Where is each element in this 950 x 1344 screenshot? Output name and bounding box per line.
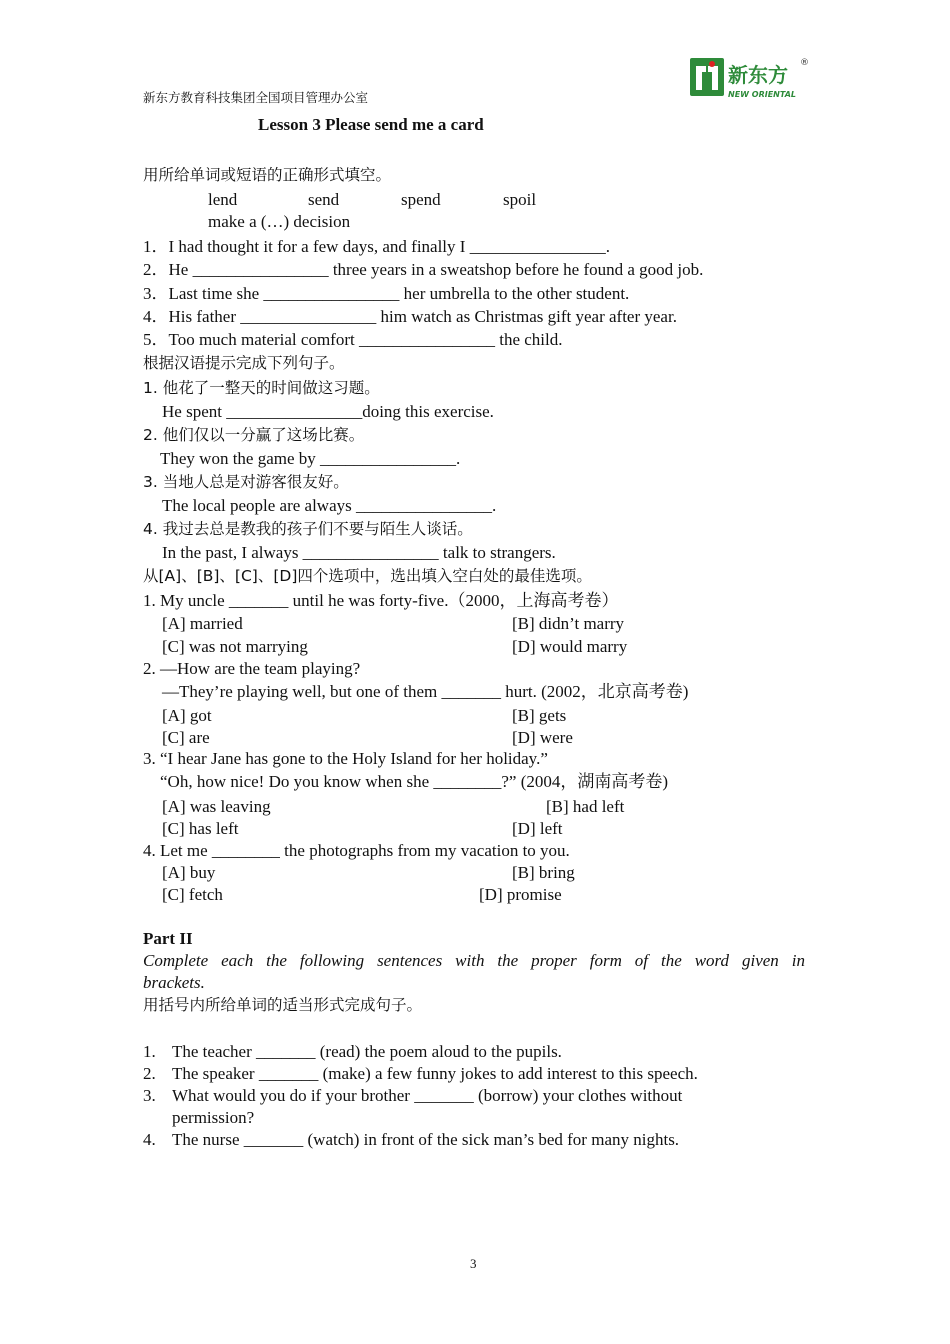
s2-item-4-cn: 4. 我过去总是教我的孩子们不要与陌生人谈话。 [143, 520, 473, 538]
p2-item-3-text: What would you do if your brother _______ (borrow) your clothes without [172, 1086, 683, 1105]
s2-item-4-en: In the past, I always ________________ talk to strangers. [162, 543, 556, 562]
s1-item-1: 1．I had thought it for a few days, and finally I ________________. [143, 237, 610, 256]
q2-option-d: [D] were [512, 728, 573, 747]
q3-stem: 3. “I hear Jane has gone to the Holy Island for her holiday.” [143, 749, 548, 768]
p2-item-1-num: 1. [143, 1042, 156, 1061]
p2-item-2-num: 2. [143, 1064, 156, 1083]
p2-item-3-num: 3. [143, 1086, 156, 1105]
p2-item-3-text-2: permission? [172, 1108, 255, 1127]
logo-chinese-text: 新东方 [728, 63, 788, 87]
q4-option-b: [B] bring [512, 863, 575, 882]
header-organization: 新东方教育科技集团全国项目管理办公室 [143, 90, 369, 105]
section2-instruction: 根据汉语提示完成下列句子。 [143, 354, 345, 372]
page-number: 3 [470, 1256, 477, 1271]
s2-item-3-en: The local people are always ________________. [162, 496, 497, 515]
p2-item-4-num: 4. [143, 1130, 156, 1149]
q4-option-a: [A] buy [162, 863, 216, 882]
s1-item-3: 3．Last time she ________________ her umbrella to the other student. [143, 284, 630, 303]
registered-mark: ® [800, 58, 809, 68]
section3-instruction: 从[A]、[B]、[C]、[D]四个选项中，选出填入空白处的最佳选项。 [143, 567, 592, 585]
word-send: send [308, 190, 340, 209]
q1-option-c: [C] was not marrying [162, 637, 308, 656]
phrase-make-decision: make a (…) decision [208, 212, 351, 231]
q2-option-b: [B] gets [512, 706, 567, 725]
p2-item-2-text: The speaker _______ (make) a few funny jokes to add interest to this speech. [172, 1064, 698, 1083]
q4-option-d: [D] promise [479, 885, 562, 904]
part2-instruction-cn: 用括号内所给单词的适当形式完成句子。 [143, 996, 423, 1014]
s2-item-3-cn: 3. 当地人总是对游客很友好。 [143, 473, 349, 491]
word-lend: lend [208, 190, 238, 209]
s1-item-5: 5．Too much material comfort ________________ the child. [143, 330, 563, 349]
q3-option-c: [C] has left [162, 819, 239, 838]
part2-instruction: Complete each the following sentences with the proper form of the word given in [143, 951, 805, 970]
q2-stem-2: —They’re playing well, but one of them _______ hurt. (2002，北京高考卷) [162, 682, 689, 701]
q3-option-b: [B] had left [546, 797, 625, 816]
s1-item-4: 4．His father ________________ him watch as Christmas gift year after year. [143, 307, 677, 326]
word-spoil: spoil [503, 190, 537, 209]
q1-option-d: [D] would marry [512, 637, 628, 656]
q4-option-c: [C] fetch [162, 885, 223, 904]
q2-option-c: [C] are [162, 728, 210, 747]
q3-option-d: [D] left [512, 819, 563, 838]
q1-option-b: [B] didn’t marry [512, 614, 625, 633]
q2-option-a: [A] got [162, 706, 212, 725]
q3-option-a: [A] was leaving [162, 797, 271, 816]
q2-stem: 2. —How are the team playing? [143, 659, 361, 678]
q1-option-a: [A] married [162, 614, 243, 633]
logo-graphic [688, 56, 812, 102]
q1-stem: 1. My uncle _______ until he was forty-five.（2000，上海高考卷） [143, 591, 619, 610]
s2-item-1-cn: 1. 他花了一整天的时间做这习题。 [143, 379, 380, 397]
q3-stem-2: “Oh, how nice! Do you know when she ________?” (2004，湖南高考卷) [160, 772, 669, 791]
s1-item-2: 2．He ________________ three years in a sweatshop before he found a good job. [143, 260, 704, 279]
q4-stem: 4. Let me ________ the photographs from my vacation to you. [143, 841, 570, 860]
s2-item-2-cn: 2. 他们仅以一分赢了这场比赛。 [143, 426, 365, 444]
new-oriental-logo [688, 56, 812, 102]
p2-item-4-text: The nurse _______ (watch) in front of the sick man’s bed for many nights. [172, 1130, 680, 1149]
logo-english-text: NEW ORIENTAL [728, 90, 796, 99]
s2-item-2-en: They won the game by ________________. [160, 449, 461, 468]
s2-item-1-en: He spent ________________doing this exercise. [162, 402, 494, 421]
part2-instruction-2: brackets. [143, 973, 205, 992]
section1-instruction: 用所给单词或短语的正确形式填空。 [143, 166, 392, 184]
p2-item-1-text: The teacher _______ (read) the poem aloud to the pupils. [172, 1042, 562, 1061]
lesson-title: Lesson 3 Please send me a card [258, 115, 484, 134]
word-spend: spend [401, 190, 441, 209]
part2-heading: Part II [143, 929, 193, 948]
